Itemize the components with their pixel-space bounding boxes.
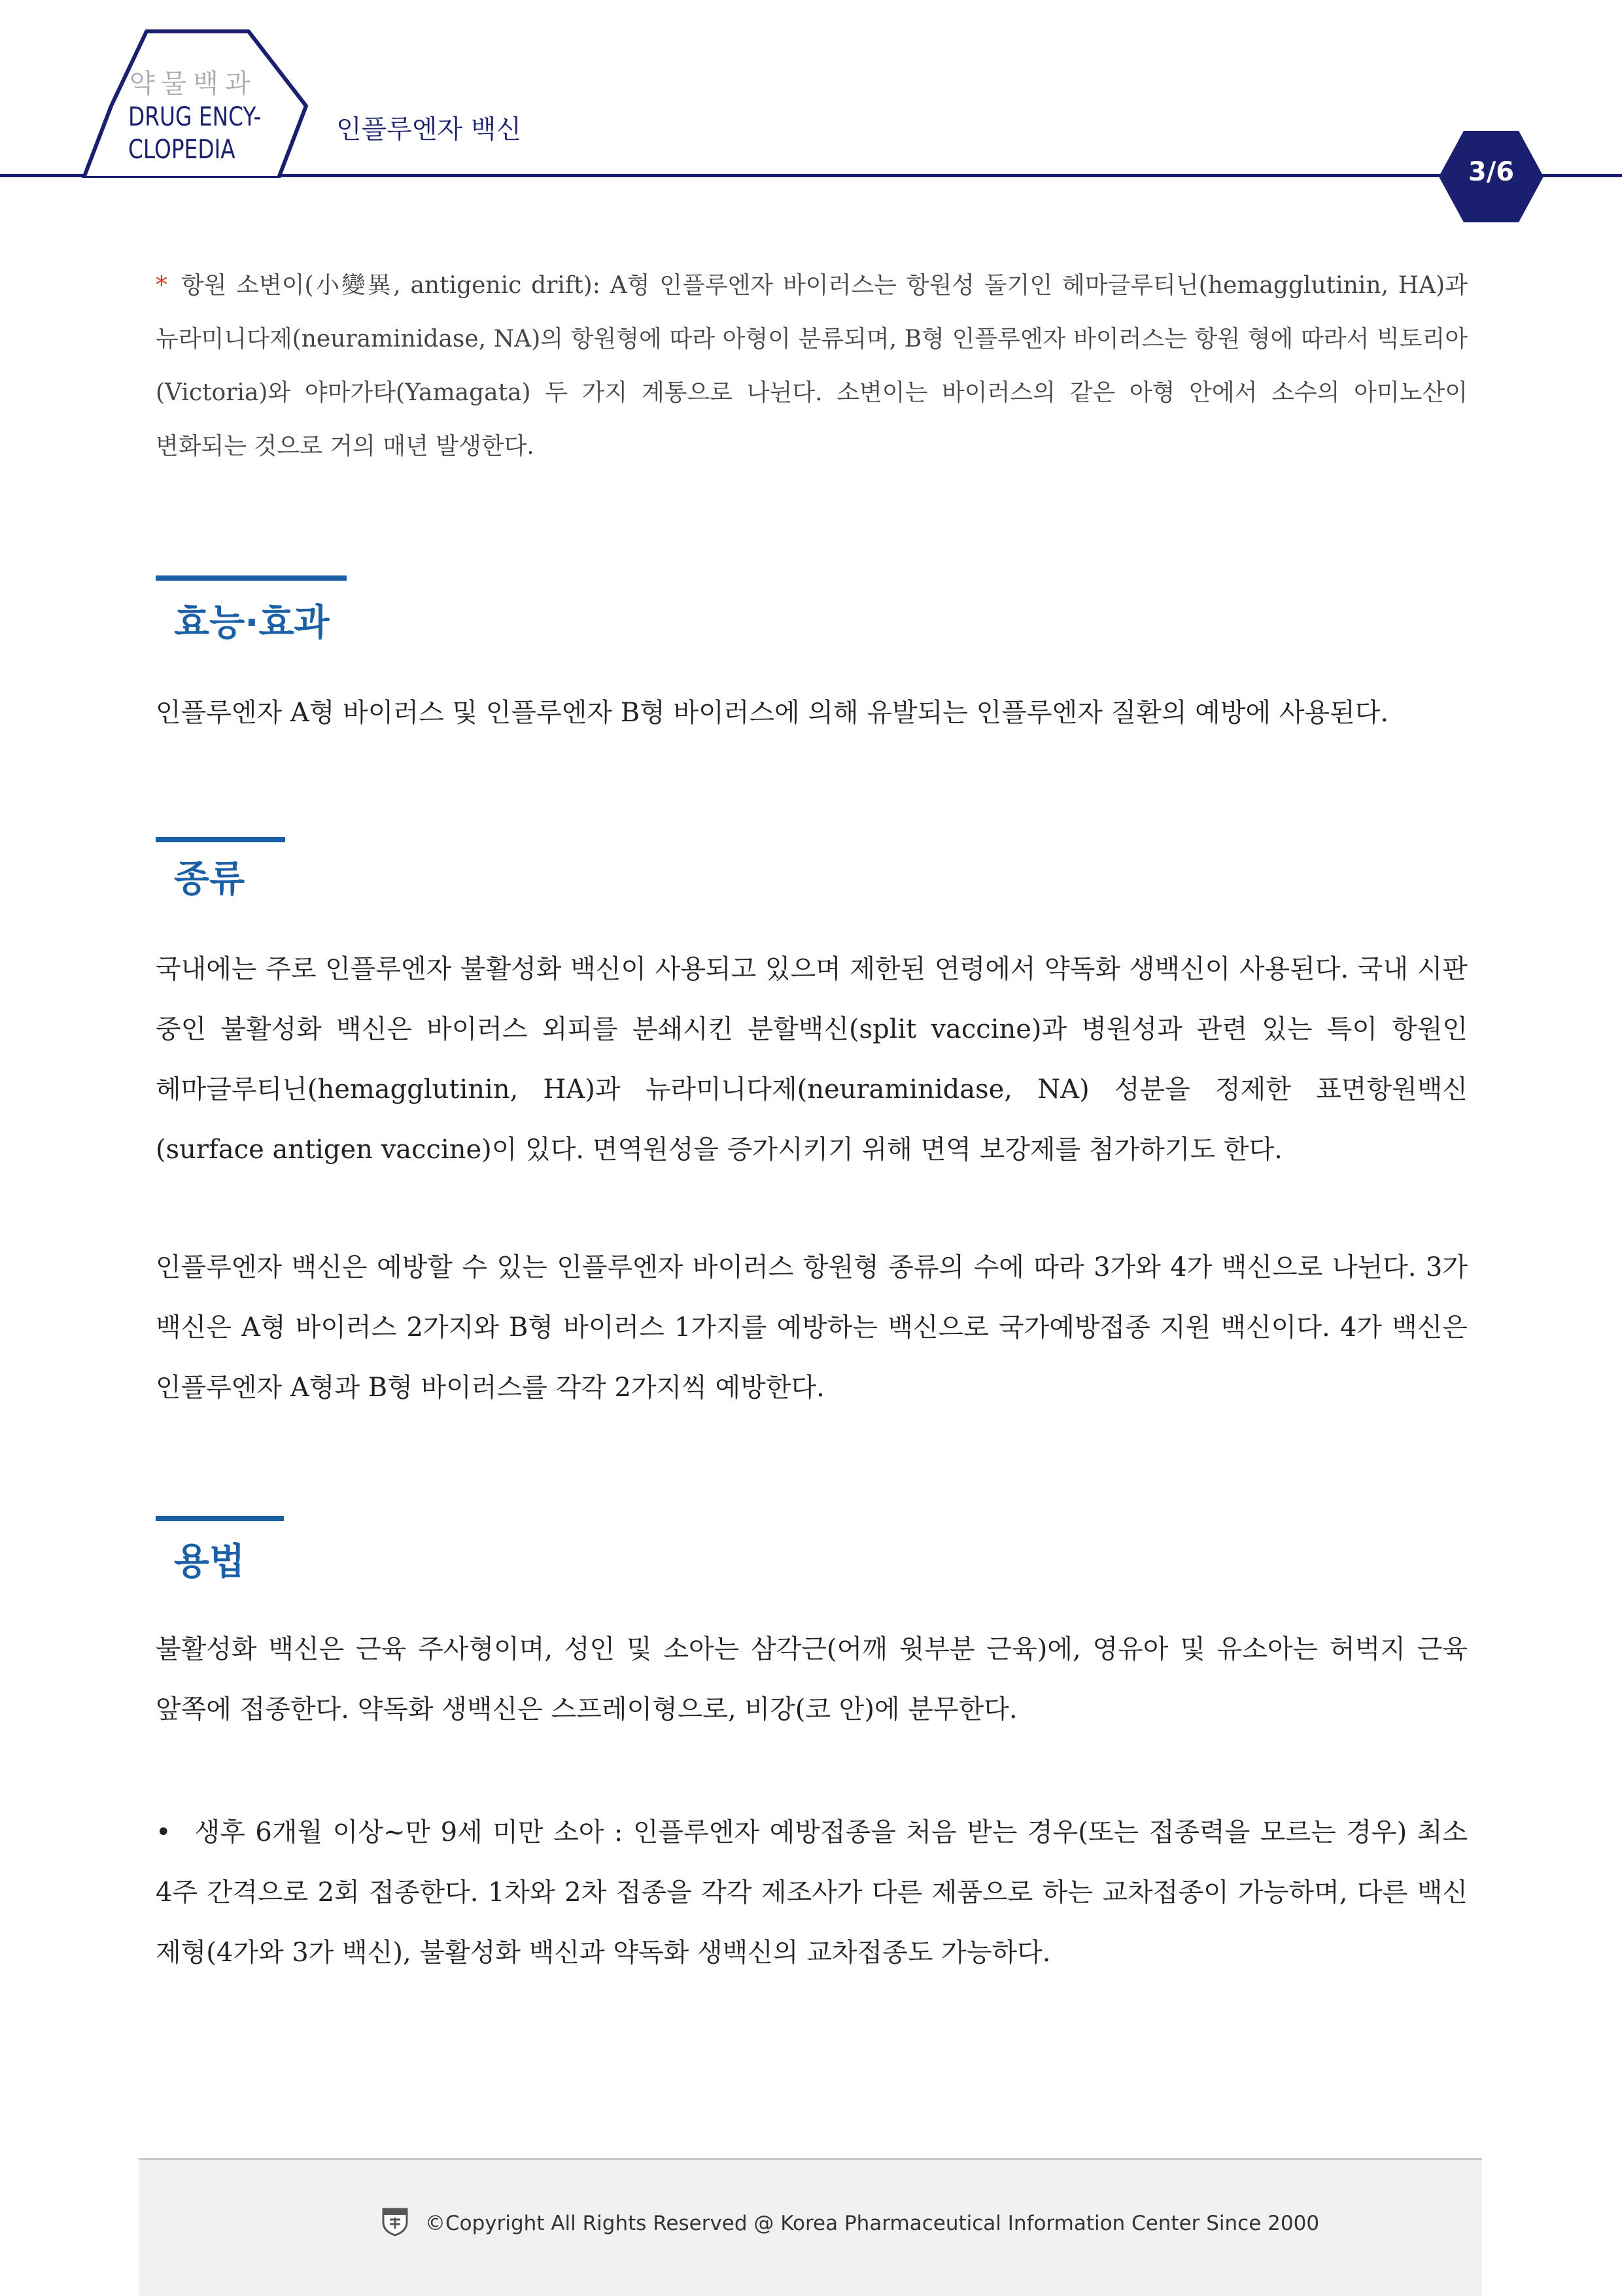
dosage-bullet-item: [156, 1802, 1468, 1983]
note-text: 항원 소변이(小變異, antigenic drift): A형 인플루엔자 바이러스는 항원성 돌기인 헤마글루티닌(hemagglutinin, HA)과 뉴라미니다제(neuraminidase, NA)의 항원형에 따라 아형이 분류되며, B형 인플루엔자 바이러스는 항원 형에 따라서 빅토리아(Victoria)와 야마가타(Yamagata) 두 가지 계통으로 나뉜다. 소변이는 바이러스의 같은 아형 안에서 소수의 아미노산이 변화되는 것으로 거의 매년 발생한다.: [156, 272, 1468, 460]
dosage-paragraph: 불활성화 백신은 근육 주사형이며, 성인 및 소아는 삼각근(어깨 윗부분 근육)에, 영유아 및 유소아는 허벅지 근육 앞쪽에 접종한다. 약독화 생백신은 스프레이형으로, 비강(코 안)에 분무한다.: [156, 1634, 1468, 1724]
efficacy-section-bar: [156, 575, 347, 581]
types-paragraph-2: 인플루엔자 백신은 예방할 수 있는 인플루엔자 바이러스 항원형 종류의 수에 따라 3가와 4가 백신으로 나뉜다. 3가 백신은 A형 바이러스 2가지와 B형 바이러스 1가지를 예방하는 백신으로 국가예방접종 지원 백신이다. 4가 백신은 인플루엔자 A형과 B형 바이러스를 각각 2가지씩 예방한다.: [156, 1252, 1468, 1403]
footer-copyright: ©Copyright All Rights Reserved @ Korea Pharmaceutical Information Center Since 2000: [425, 2212, 1320, 2235]
antigenic-drift-note: [156, 259, 1468, 473]
types-section-bar: [156, 837, 285, 842]
types-section-title: 종류: [174, 858, 245, 900]
document-title: 인플루엔자 백신: [336, 114, 522, 145]
logo-english-line1: DRUG ENCY-: [128, 102, 262, 132]
logo-english-text: [128, 101, 262, 166]
types-paragraph-1: 국내에는 주로 인플루엔자 불활성화 백신이 사용되고 있으며 제한된 연령에서 약독화 생백신이 사용된다. 국내 시판 중인 불활성화 백신은 바이러스 외피를 분쇄시킨 분할백신(split vaccine)과 병원성과 관련 있는 특이 항원인 헤마글루티닌(hemagglutinin, HA)과 뉴라미니다제(neuraminidase, NA) 성분을 정제한 표면항원백신(surface antigen vaccine)이 있다. 면역원성을 증가시키기 위해 면역 보강제를 첨가하기도 한다.: [156, 954, 1468, 1165]
efficacy-section-title: 효능·효과: [174, 602, 330, 644]
dosage-section-bar: [156, 1516, 284, 1521]
shield-emblem-icon: [382, 2206, 408, 2236]
logo-korean-text: 약물백과: [129, 69, 257, 99]
logo-english-line2: CLOPEDIA: [128, 135, 235, 165]
page-number: 3/6: [1468, 157, 1515, 187]
note-asterisk: *: [156, 272, 167, 299]
bullet-text: 생후 6개월 이상~만 9세 미만 소아 : 인플루엔자 예방접종을 처음 받는 경우(또는 접종력을 모르는 경우) 최소 4주 간격으로 2회 접종한다. 1차와 2차 접종을 각각 제조사가 다른 제품으로 하는 교차접종이 가능하며, 다른 백신 제형(4가와 3가 백신), 불활성화 백신과 약독화 생백신의 교차접종도 가능하다.: [156, 1817, 1468, 1968]
efficacy-paragraph: 인플루엔자 A형 바이러스 및 인플루엔자 B형 바이러스에 의해 유발되는 인플루엔자 질환의 예방에 사용된다.: [156, 698, 1389, 728]
bullet-marker: •: [156, 1817, 171, 1847]
dosage-section-title: 용법: [174, 1541, 245, 1583]
